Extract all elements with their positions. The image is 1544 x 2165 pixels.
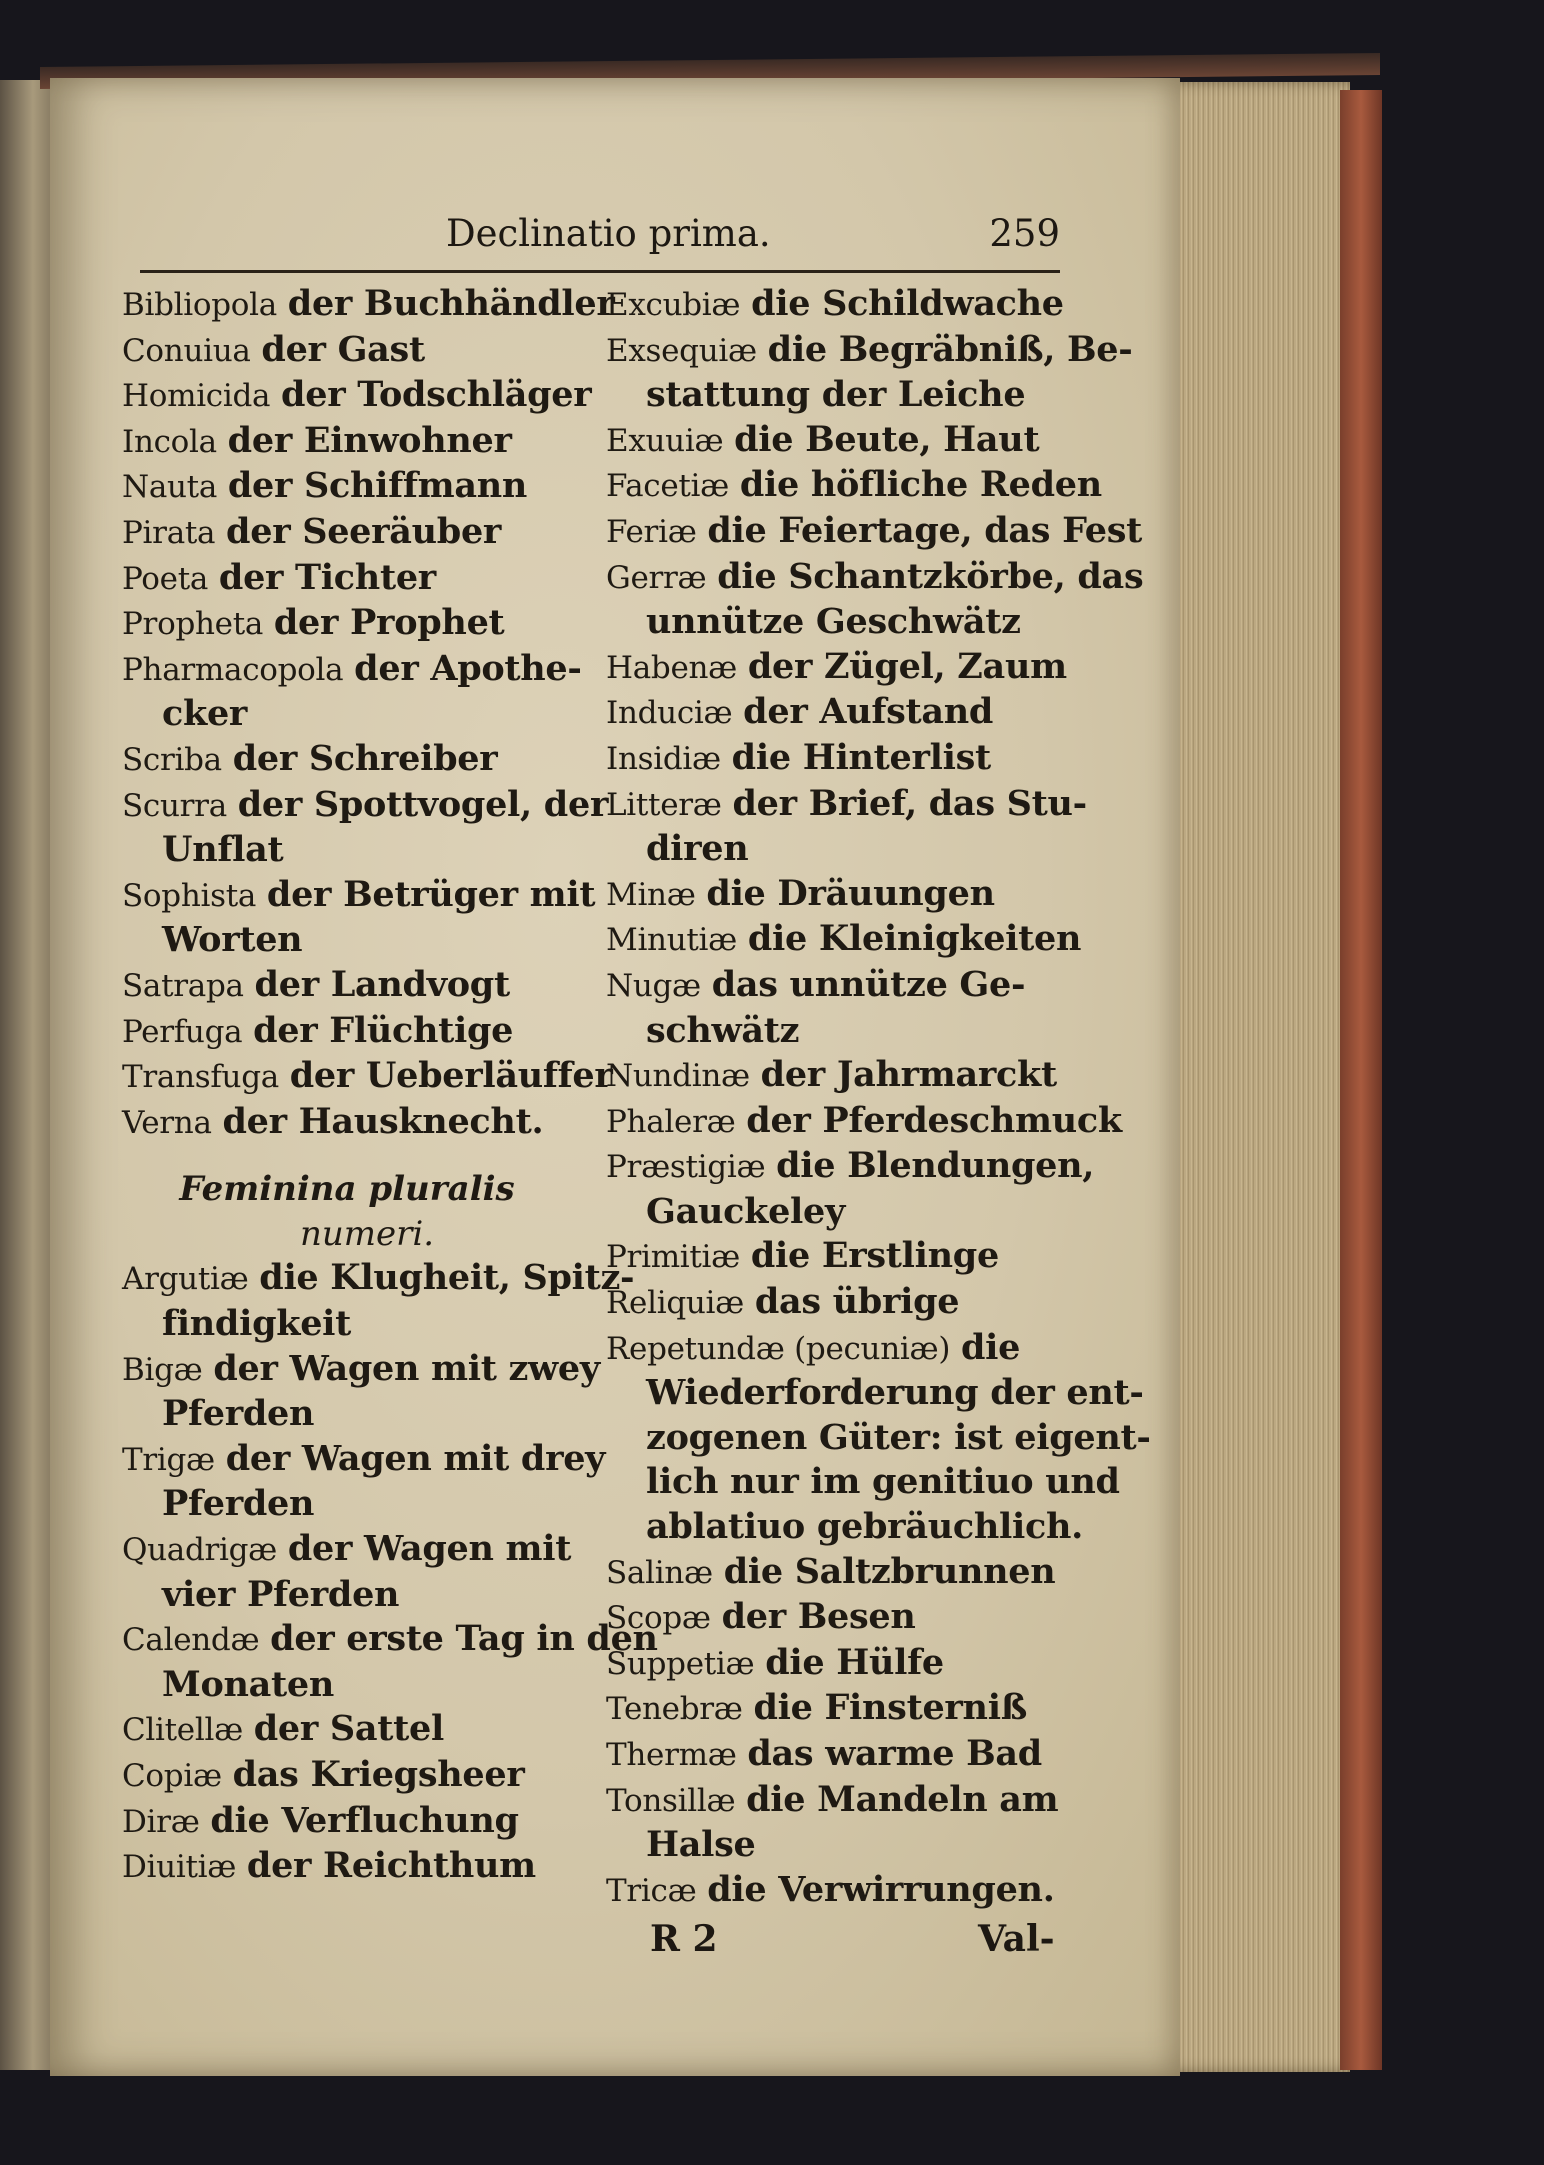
running-head-title: Declinatio prima. [446,212,771,255]
german-gloss: der Buchhändler [287,283,615,324]
latin-term: Repetundæ (pecuniæ) [606,1330,951,1367]
german-gloss: der Aufstand [743,691,994,733]
glossary-entry [606,328,1133,374]
german-gloss: der Brief, das Stu- [732,782,1087,824]
latin-term: Nauta [122,469,218,506]
latin-term: Tenebræ [606,1691,743,1728]
latin-term: Minæ [606,876,696,913]
glossary-entry [606,1550,1066,1596]
latin-term: Reliquiæ [606,1285,744,1322]
german-gloss: die Hülfe [765,1641,944,1683]
glossary-entry [606,1732,1066,1778]
glossary-entry [122,1100,572,1146]
gloss-continuation: Monaten [162,1663,334,1705]
latin-term: Quadrigæ [122,1532,278,1569]
latin-term: Satrapa [122,967,244,1004]
german-gloss: der Wagen mit drey [225,1437,606,1479]
gloss-continuation: Unflat [162,829,284,871]
latin-term: Verna [122,1104,212,1141]
right-column [606,282,1151,1913]
latin-term: Calendæ [122,1622,260,1659]
german-gloss: der Spottvogel, der [237,783,609,825]
glossary-entry [606,917,1082,963]
glossary-entry [606,282,1066,328]
glossary-entry [606,1326,1066,1372]
glossary-entry [606,555,1144,601]
latin-term: Feriæ [606,513,697,550]
latin-term: Exuuiæ [606,422,724,459]
german-gloss: der Schreiber [232,737,498,779]
german-gloss: die Schantzkörbe, das [717,555,1144,597]
german-gloss: der Schiffmann [227,465,528,507]
latin-term: Sophista [122,877,257,914]
german-gloss: der Wagen mit zwey [213,1347,600,1389]
glossary-entry [606,1280,1066,1326]
glossary-entry [122,601,572,647]
latin-term: Suppetiæ [606,1645,755,1682]
german-gloss: die Kleinigkeiten [747,918,1082,960]
german-gloss: der Todschläger [281,374,592,416]
glossary-entry [606,1053,1066,1099]
german-gloss: die Finsterniß [753,1687,1027,1729]
latin-term: Salinæ [606,1554,713,1591]
german-gloss: der Apothe- [354,647,582,689]
gloss-continuation: Wiederforderung der ent- [646,1372,1144,1414]
latin-term: Conuiua [122,332,251,369]
signature-mark: R 2 [650,1918,718,1960]
german-gloss: der Besen [721,1596,916,1638]
latin-term: Homicida [122,378,271,415]
latin-term: Insidiæ [606,740,721,777]
gloss-continuation: findigkeit [162,1303,352,1345]
latin-term: Gerræ [606,559,707,596]
german-gloss: das übrige [754,1281,960,1323]
gloss-continuation: lich nur im genitiuo und [646,1461,1120,1503]
latin-term: Phaleræ [606,1103,736,1140]
latin-term: Perfuga [122,1013,243,1050]
latin-term: Propheta [122,606,264,643]
head-rule [140,270,1060,273]
german-gloss: der Flüchtige [253,1009,514,1051]
glossary-entry [606,463,1102,509]
glossary-entry [606,1595,1066,1641]
latin-term: Copiæ [122,1758,222,1794]
german-gloss: der Jahrmarckt [760,1054,1057,1096]
german-gloss: der Hausknecht. [222,1100,544,1142]
german-gloss: der Tichter [218,556,436,598]
glossary-entry [606,1868,1066,1914]
glossary-entry [606,1144,1095,1190]
glossary-entry [122,783,609,829]
gloss-continuation: zogenen Güter: ist eigent- [646,1416,1151,1458]
glossary-entry [122,1256,635,1302]
latin-term: Trigæ [122,1441,215,1478]
glossary-entry [122,1347,600,1393]
latin-term: Nundinæ [606,1058,750,1095]
running-head [440,212,1060,272]
glossary-entry [122,419,572,465]
section-heading-line2: numeri. [299,1213,435,1254]
german-gloss: das unnütze Ge- [711,963,1026,1005]
latin-term: Tonsillæ [606,1782,736,1819]
glossary-entry [606,872,1066,918]
latin-term: Poeta [122,560,209,597]
glossary-entry [606,963,1066,1009]
glossary-entry [122,282,615,328]
german-gloss: die Dräuungen [706,872,995,914]
german-gloss: der Zügel, Zaum [747,645,1067,687]
latin-term: Bigæ [122,1351,203,1388]
glossary-entry [122,1844,572,1890]
german-gloss: die Feiertage, das Fest [707,509,1142,551]
glossary-entry [606,1234,1066,1280]
glossary-entry [122,1707,572,1753]
latin-term: Facetiæ [606,468,730,505]
german-gloss: der Betrüger mit [266,873,596,915]
german-gloss: das warme Bad [747,1733,1042,1774]
gloss-continuation: Gauckeley [646,1190,846,1232]
latin-term: Diuitiæ [122,1849,237,1886]
latin-term: Pharmacopola [122,651,344,688]
glossary-entry [122,1054,613,1100]
german-gloss: der Landvogt [254,963,510,1005]
latin-term: Pirata [122,514,216,551]
glossary-entry [122,510,572,556]
gloss-continuation: vier Pferden [162,1573,400,1615]
book-cover-right [1340,90,1382,2070]
glossary-entry [122,963,572,1009]
latin-term: Excubiæ [606,287,741,323]
latin-term: Scurra [122,787,227,824]
german-gloss: die Verfluchung [210,1799,519,1841]
german-gloss: die Schildwache [751,283,1064,324]
glossary-entry [122,556,572,602]
glossary-entry [122,1753,572,1799]
glossary-entry [122,647,582,693]
german-gloss: der Pferdeschmuck [746,1099,1122,1141]
german-gloss: die Mandeln am [746,1778,1059,1820]
latin-term: Nugæ [606,967,701,1004]
latin-term: Induciæ [606,695,733,732]
glossary-entry [606,509,1142,555]
glossary-entry [606,736,1066,782]
glossary-entry [606,1686,1066,1732]
catchword: Val- [978,1918,1055,1960]
german-gloss: die Beute, Haut [734,418,1040,460]
gloss-continuation: cker [162,693,248,735]
gloss-continuation: Halse [646,1824,756,1866]
glossary-entry [606,782,1087,828]
german-gloss: der Seeräuber [226,510,502,552]
section-heading [122,1167,572,1256]
latin-term: Habenæ [606,649,738,686]
glossary-entry [606,418,1066,464]
german-gloss: die Klugheit, Spitz- [259,1257,635,1299]
german-gloss: der Reichthum [246,1845,536,1887]
german-gloss: die Erstlinge [750,1235,999,1277]
page-stack-edges [1160,82,1350,2072]
german-gloss: die höfliche Reden [739,464,1102,506]
gloss-continuation: Pferden [162,1393,315,1435]
latin-term: Diræ [122,1803,200,1840]
page-number: 259 [989,212,1060,255]
latin-term: Scopæ [606,1600,711,1637]
german-gloss: die Hinterlist [731,736,991,778]
gloss-continuation: schwätz [646,1009,800,1051]
latin-term: Primitiæ [606,1239,741,1276]
gloss-continuation: diren [646,828,749,870]
gloss-continuation: stattung der Leiche [646,374,1026,416]
german-gloss: der Gast [261,328,425,370]
section-heading-line1: Feminina pluralis [179,1169,515,1210]
latin-term: Bibliopola [122,287,277,323]
latin-term: Litteræ [606,786,722,823]
latin-term: Scriba [122,741,222,778]
german-gloss: der erste Tag in den [270,1618,658,1660]
glossary-entry [606,1099,1122,1145]
german-gloss: der Ueberläuffer [289,1055,613,1097]
german-gloss: der Sattel [253,1708,444,1750]
gloss-continuation: Pferden [162,1483,315,1525]
german-gloss: die Begräbniß, Be- [767,328,1133,370]
latin-term: Incola [122,423,217,460]
glossary-entry [122,1799,572,1845]
latin-term: Transfuga [122,1059,279,1096]
latin-term: Præstigiæ [606,1149,766,1186]
glossary-entry [122,1437,606,1483]
glossary-entry [122,1527,572,1573]
latin-term: Clitellæ [122,1712,243,1749]
latin-term: Exsequiæ [606,332,757,369]
glossary-entry [122,1009,572,1055]
german-gloss: die Verwirrungen. [707,1868,1055,1910]
glossary-entry [122,464,572,510]
german-gloss: die Saltzbrunnen [723,1550,1056,1592]
latin-term: Minutiæ [606,922,737,959]
glossary-entry [122,1617,658,1663]
latin-term: Thermæ [606,1737,737,1773]
gloss-continuation: Worten [162,919,303,961]
glossary-entry [122,737,572,783]
latin-term: Tricæ [606,1872,697,1909]
glossary-entry [122,373,592,419]
german-gloss: der Einwohner [227,419,512,461]
gloss-continuation: ablatiuo gebräuchlich. [646,1506,1084,1548]
glossary-entry [122,873,596,919]
glossary-entry [606,645,1066,691]
glossary-entry [122,328,572,374]
glossary-entry [606,690,1066,736]
latin-term: Argutiæ [122,1261,249,1298]
glossary-entry [606,1778,1066,1824]
german-gloss: der Wagen mit [287,1528,572,1570]
german-gloss: die [960,1326,1021,1368]
german-gloss: der Prophet [273,602,505,644]
german-gloss: die Blendungen, [776,1145,1095,1187]
german-gloss: das Kriegsheer [232,1754,525,1795]
gloss-continuation: unnütze Geschwätz [646,601,1021,643]
glossary-entry [606,1641,1066,1687]
